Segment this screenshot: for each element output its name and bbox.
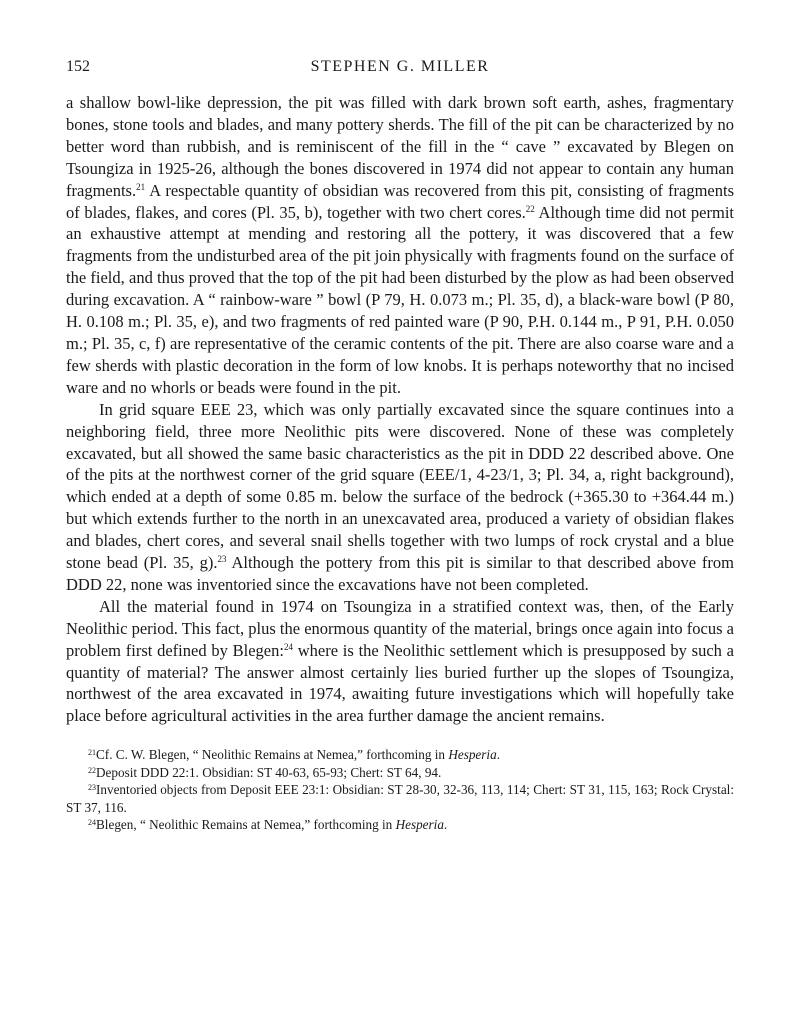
paragraph-1 (66, 92, 734, 399)
paragraph-1-text-b: A respectable quantity of obsidian was recovered from this pit, consisting of fragments of blades, flakes, and cores (Pl. 35, b), together with two chert cores. (66, 180, 734, 222)
footnote-number: 24 (88, 817, 96, 827)
body-text (66, 92, 734, 727)
footnote-21 (66, 746, 734, 763)
paragraph-2-text-b: Although the pottery from this pit is similar to that described above from DDD 22, none was inventoried since the excavations have not been completed. (66, 553, 735, 594)
footnote-end: . (443, 816, 448, 832)
running-head: STEPHEN G. MILLER (310, 58, 490, 75)
footnote-text: Cf. C. W. Blegen, “ Neolithic Remains at Nemea,” forthcoming in (96, 747, 449, 763)
footnote-ref-22: 22 (525, 203, 535, 214)
footnote-24 (66, 816, 734, 833)
footnote-ref-24: 24 (283, 641, 293, 652)
paragraph-3-text-b: where is the Neolithic settlement which is presupposed by such a quantity of material? The answer almost certainly lies buried further up the slopes of Tsoungiza, northwest of the area excavated in 1974, awaiting future investigations which will hopefully take place before agricultural activities in the area further damage the ancient remains. (66, 640, 734, 726)
footnote-text: Blegen, “ Neolithic Remains at Nemea,” forthcoming in (96, 816, 396, 832)
page-number: 152 (66, 58, 90, 75)
page-header (66, 58, 734, 84)
paragraph-3-text-a: All the material found in 1974 on Tsoungiza in a stratified context was, then, of the Early Neolithic period. This fact, plus the enormous quantity of the material, brings once again into focus a problem first defined by Blegen: (66, 596, 734, 660)
footnote-number: 21 (88, 748, 96, 758)
footnote-number: 22 (88, 765, 96, 775)
footnote-ref-23: 23 (217, 554, 227, 565)
page (66, 58, 734, 833)
footnote-text: Deposit DDD 22:1. Obsidian: ST 40-63, 65-93; Chert: ST 64, 94. (96, 764, 442, 780)
footnotes (66, 746, 734, 833)
paragraph-2 (66, 399, 734, 596)
footnote-journal: Hesperia (448, 747, 497, 763)
footnote-22 (66, 764, 734, 781)
footnote-ref-21: 21 (136, 181, 146, 192)
footnote-text: Inventoried objects from Deposit EEE 23:1: Obsidian: ST 28-30, 32-36, 113, 114; Chert: ST 31, 115, 163; Rock Crystal: ST 37, 116. (66, 782, 734, 815)
paragraph-1-text-c: Although time did not permit an exhaustive attempt at mending and restoring all the pottery, it was discovered that a few fragments from the undisturbed area of the pit join physically with fragments found on the surface of the field, and thus proved that the top of the pit had been disturbed by the plow as had been observed during excavation. A “ rainbow-ware ” bowl (P 79, H. 0.073 m.; Pl. 35, d), a black-ware bowl (P 80, H. 0.108 m.; Pl. 35, e), and two fragments of red painted ware (P 90, P.H. 0.144 m., P 91, P.H. 0.050 m.; Pl. 35, c, f) are representative of the ceramic contents of the pit. There are also coarse ware and a few sherds with plastic decoration in the form of low knobs. It is perhaps noteworthy that no incised ware and no whorls or beads were found in the pit. (66, 202, 734, 397)
paragraph-1-text-a: a shallow bowl-like depression, the pit was filled with dark brown soft earth, ashes, fragmentary bones, stone tools and blades, and many pottery sherds. The fill of the pit can be characterized by no better word than rubbish, and is reminiscent of the fill in the “ cave ” excavated by Blegen on Tsoungiza in 1925-26, although the bones discovered in 1974 did not appear to contain any human fragments. (66, 93, 734, 200)
footnote-23 (66, 781, 734, 816)
paragraph-2-text-a: In grid square EEE 23, which was only partially excavated since the square continues into a neighboring field, three more Neolithic pits were discovered. None of these was completely excavated, but all showed the same basic characteristics as the pit in DDD 22 described above. One of the pits at the northwest corner of the grid square (EEE/1, 4-23/1, 3; Pl. 34, a, right background), which ended at a depth of some 0.85 m. below the surface of the bedrock (+365.30 to +364.44 m.) but which extends further to the north in an unexcavated area, produced a variety of obsidian flakes and blades, chert cores, and several snail shells together with two lumps of rock crystal and a blue stone bead (Pl. 35, g). (66, 399, 734, 573)
footnote-journal: Hesperia (395, 816, 444, 832)
footnote-end: . (496, 747, 500, 763)
paragraph-3 (66, 596, 734, 727)
footnote-number: 23 (88, 783, 96, 793)
